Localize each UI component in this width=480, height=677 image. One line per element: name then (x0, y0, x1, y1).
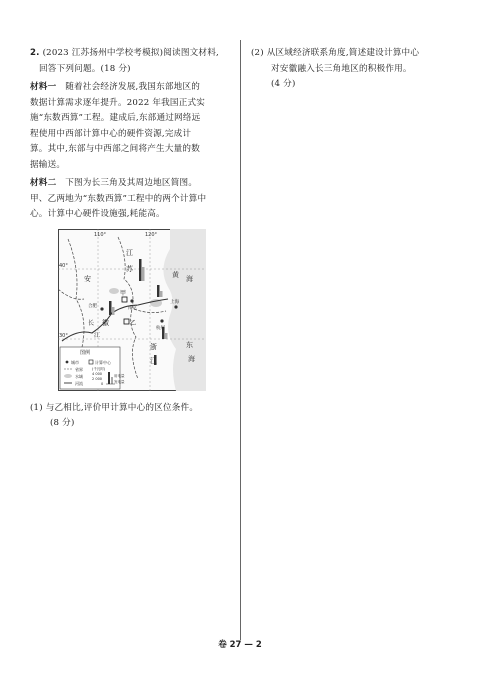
legend-unit: (千瓦时) (92, 366, 106, 371)
legend-scale-zero: 0 (101, 381, 104, 386)
lat-label-40: 40° (59, 262, 68, 269)
legend-scale-top: 4 000 (92, 371, 103, 376)
lon-label-120: 120° (145, 231, 158, 238)
province-char-6: 江 (150, 356, 157, 365)
yangtze-delta-map (58, 229, 206, 391)
sea-char-4: 海 (188, 354, 195, 363)
sub-question-2: (2) 从区域经济联系角度,简述建设计算中心 对安徽融入长三角地区的积极作用。 (4 分) (251, 48, 420, 89)
center-jia: 甲 (120, 289, 127, 297)
province-char-4: 徽 (102, 318, 109, 327)
sea-char-2: 海 (186, 274, 193, 283)
material-two-label: 材料二 (30, 178, 57, 188)
legend-border: 省界 (75, 366, 83, 372)
legend-scale-mid: 2 000 (92, 376, 103, 381)
page-footer: 卷 27 — 2 (218, 640, 262, 650)
legend-water: 水域 (75, 373, 83, 379)
city-nanjing: 南京 (128, 305, 137, 311)
question-number: 2. (30, 48, 40, 58)
city-shanghai: 上海 (170, 299, 179, 305)
province-char-2: 苏 (126, 264, 133, 273)
lat-label-30: 30° (59, 332, 68, 339)
material-one: 材料一 随着社会经济发展,我国东部地区的 数据计算需求逐年提升。2022 年我国正式实 施“东数西算”工程。建成后,东部通过网络远 程使用中西部计算中心的硬件资源,完成计 算。其中,东部与中西部之间将产生大量的数 据输送。 (30, 82, 206, 170)
column-divider (240, 40, 241, 640)
river-char-2: 江 (94, 331, 101, 339)
legend-bar-use: 用电量 (114, 373, 125, 378)
city-hangzhou: 杭州 (156, 325, 165, 331)
legend-city: 城市 (71, 359, 79, 365)
legend-title: 图例 (80, 349, 91, 356)
sea-char-1: 黄 (172, 270, 179, 279)
river-char-1: 长 (88, 319, 95, 327)
legend-river: 河流 (75, 380, 83, 386)
question-intro: 2. (2023 江苏扬州中学校考模拟)阅读图文材料, 回答下列问题。(18 分) (30, 48, 219, 74)
legend-bar-gen: 发电量 (114, 379, 125, 384)
sub-question-1: (1) 与乙相比,评价甲计算中心的区位条件。 (8 分) (30, 402, 199, 428)
sea-char-3: 东 (186, 340, 193, 349)
material-two: 材料二 下图为长三角及其周边地区简图。 甲、乙两地为“东数西算”工程中的两个计算中 心。计算中心硬件设施强,耗能高。 (30, 178, 207, 219)
lon-label-110: 110° (94, 231, 107, 238)
left-column (30, 46, 234, 432)
province-char-1: 江 (126, 248, 133, 257)
province-char-3: 安 (84, 274, 91, 283)
legend-center: 计算中心 (95, 359, 111, 365)
province-char-5: 浙 (150, 342, 157, 351)
center-yi: 乙 (130, 319, 137, 327)
material-one-label: 材料一 (30, 82, 57, 92)
city-hefei: 合肥 (88, 303, 97, 309)
right-column (251, 46, 451, 93)
map-figure (58, 229, 206, 391)
